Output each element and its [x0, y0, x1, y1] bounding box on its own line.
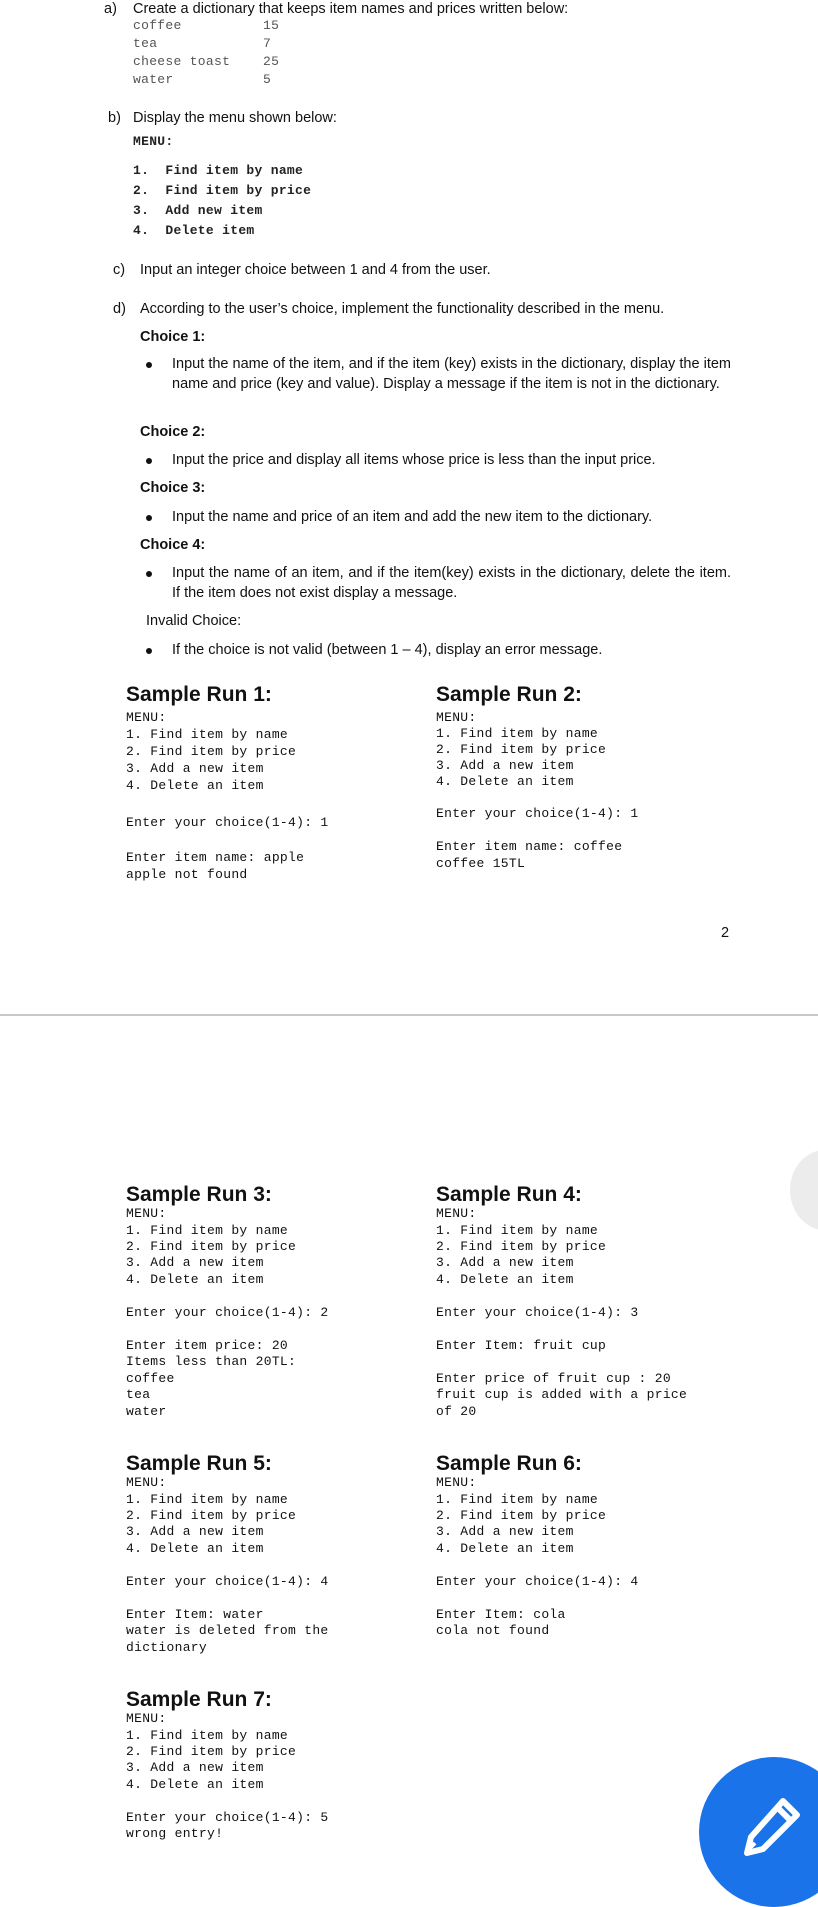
run-output: Enter item name: apple: [126, 850, 305, 865]
menu-item: 4. Delete an item: [436, 774, 574, 789]
menu-item: 1. Find item by name: [126, 1223, 289, 1238]
menu-item: 4. Delete an item: [436, 1541, 574, 1556]
menu-item: 4. Delete an item: [126, 1777, 264, 1792]
section-c-label: c): [113, 262, 126, 278]
page-divider: [0, 1014, 818, 1016]
menu-item: 3. Add a new item: [126, 1524, 264, 1539]
choice3-title: Choice 3:: [140, 480, 206, 496]
menu-title: MENU:: [436, 1475, 477, 1490]
section-b-text: Display the menu shown below:: [133, 110, 337, 126]
dict-item-name: cheese toast: [133, 54, 231, 69]
sample-run-6-title: Sample Run 6:: [436, 1452, 582, 1475]
dict-item-price: 5: [263, 72, 272, 87]
menu-item: 3. Add a new item: [436, 1524, 574, 1539]
dict-item-name: water: [133, 72, 174, 87]
choice1-title: Choice 1:: [140, 329, 206, 345]
section-b-label: b): [108, 110, 121, 126]
menu-item: 2. Find item by price: [436, 1508, 607, 1523]
choice-prompt: Enter your choice(1-4): 1: [126, 815, 329, 830]
run-output: fruit cup is added with a price: [436, 1387, 688, 1402]
menu-title: MENU:: [126, 1206, 167, 1221]
menu-item: 3. Add a new item: [126, 1255, 264, 1270]
edit-button[interactable]: [699, 1757, 818, 1907]
menu-item: 3. Add a new item: [436, 758, 574, 773]
sample-run-5-title: Sample Run 5:: [126, 1452, 272, 1475]
menu-title: MENU:: [133, 134, 174, 149]
invalid-text: If the choice is not valid (between 1 – 4), display an error message.: [172, 642, 603, 658]
scroll-edge-indicator: [790, 1150, 818, 1230]
run-output: Enter item name: coffee: [436, 839, 623, 854]
run-output: wrong entry!: [126, 1826, 224, 1841]
menu-item: 3. Add a new item: [436, 1255, 574, 1270]
menu-item: 1. Find item by name: [133, 163, 304, 178]
run-output: apple not found: [126, 867, 248, 882]
menu-item: 4. Delete an item: [126, 1541, 264, 1556]
dict-item-price: 15: [263, 18, 280, 33]
section-a-text: Create a dictionary that keeps item names and prices written below:: [133, 1, 569, 17]
pencil-icon: [739, 1795, 803, 1859]
menu-item: 4. Delete an item: [436, 1272, 574, 1287]
menu-item: 2. Find item by price: [436, 1239, 607, 1254]
run-output: Items less than 20TL:: [126, 1354, 297, 1369]
menu-title: MENU:: [436, 710, 477, 725]
run-output: coffee 15TL: [436, 856, 526, 871]
choice3-text: Input the name and price of an item and add the new item to the dictionary.: [172, 509, 653, 525]
run-output: cola not found: [436, 1623, 550, 1638]
section-a-label: a): [104, 1, 117, 17]
choice-prompt: Enter your choice(1-4): 5: [126, 1810, 329, 1825]
menu-item: 1. Find item by name: [436, 726, 599, 741]
run-output: Enter price of fruit cup : 20: [436, 1371, 671, 1386]
choice1-text: Input the name of the item, and if the item (key) exists in the dictionary, display the item name and price (key and value). Display a message if the item is not in the dictionary.: [172, 355, 731, 394]
section-d-text: According to the user’s choice, implement the functionality described in the menu.: [140, 301, 665, 317]
menu-item: 1. Find item by name: [436, 1492, 599, 1507]
sample-run-2-title: Sample Run 2:: [436, 683, 582, 706]
menu-item: 3. Add a new item: [126, 761, 264, 776]
sample-run-3-title: Sample Run 3:: [126, 1183, 272, 1206]
run-output: coffee: [126, 1371, 175, 1386]
run-output: Enter Item: fruit cup: [436, 1338, 607, 1353]
run-output: water: [126, 1404, 167, 1419]
run-output: of 20: [436, 1404, 477, 1419]
section-d-label: d): [113, 301, 126, 317]
dict-item-price: 25: [263, 54, 280, 69]
choice4-text: Input the name of an item, and if the item(key) exists in the dictionary, delete the item. If the item does not exist display a message.: [172, 564, 731, 603]
menu-item: 1. Find item by name: [126, 1492, 289, 1507]
page-number: 2: [721, 925, 730, 941]
menu-item: 3. Add a new item: [126, 1760, 264, 1775]
menu-item: 2. Find item by price: [126, 1239, 297, 1254]
menu-item: 3. Add new item: [133, 203, 263, 218]
dict-item-name: coffee: [133, 18, 182, 33]
dict-item-price: 7: [263, 36, 272, 51]
menu-item: 2. Find item by price: [126, 744, 297, 759]
choice-prompt: Enter your choice(1-4): 4: [126, 1574, 329, 1589]
choice4-title: Choice 4:: [140, 537, 206, 553]
choice-prompt: Enter your choice(1-4): 3: [436, 1305, 639, 1320]
choice-prompt: Enter your choice(1-4): 1: [436, 806, 639, 821]
choice2-title: Choice 2:: [140, 424, 206, 440]
menu-item: 2. Find item by price: [126, 1508, 297, 1523]
section-c-text: Input an integer choice between 1 and 4 from the user.: [140, 262, 491, 278]
menu-item: 4. Delete an item: [126, 1272, 264, 1287]
menu-item: 4. Delete an item: [126, 778, 264, 793]
choice2-text: Input the price and display all items whose price is less than the input price.: [172, 452, 656, 468]
menu-title: MENU:: [126, 1711, 167, 1726]
invalid-title: Invalid Choice:: [146, 613, 242, 629]
run-output: Enter Item: cola: [436, 1607, 566, 1622]
menu-item: 1. Find item by name: [126, 727, 289, 742]
sample-run-7-title: Sample Run 7:: [126, 1688, 272, 1711]
menu-item: 2. Find item by price: [133, 183, 312, 198]
dict-item-name: tea: [133, 36, 158, 51]
menu-item: 4. Delete item: [133, 223, 255, 238]
sample-run-1-title: Sample Run 1:: [126, 683, 272, 706]
menu-item: 1. Find item by name: [126, 1728, 289, 1743]
run-output: Enter Item: water: [126, 1607, 264, 1622]
menu-title: MENU:: [126, 710, 167, 725]
run-output: Enter item price: 20: [126, 1338, 289, 1353]
run-output: tea: [126, 1387, 151, 1402]
choice-prompt: Enter your choice(1-4): 2: [126, 1305, 329, 1320]
menu-item: 2. Find item by price: [436, 742, 607, 757]
menu-title: MENU:: [436, 1206, 477, 1221]
sample-run-4-title: Sample Run 4:: [436, 1183, 582, 1206]
menu-item: 1. Find item by name: [436, 1223, 599, 1238]
run-output: dictionary: [126, 1640, 208, 1655]
menu-item: 2. Find item by price: [126, 1744, 297, 1759]
menu-title: MENU:: [126, 1475, 167, 1490]
run-output: water is deleted from the: [126, 1623, 329, 1638]
choice-prompt: Enter your choice(1-4): 4: [436, 1574, 639, 1589]
